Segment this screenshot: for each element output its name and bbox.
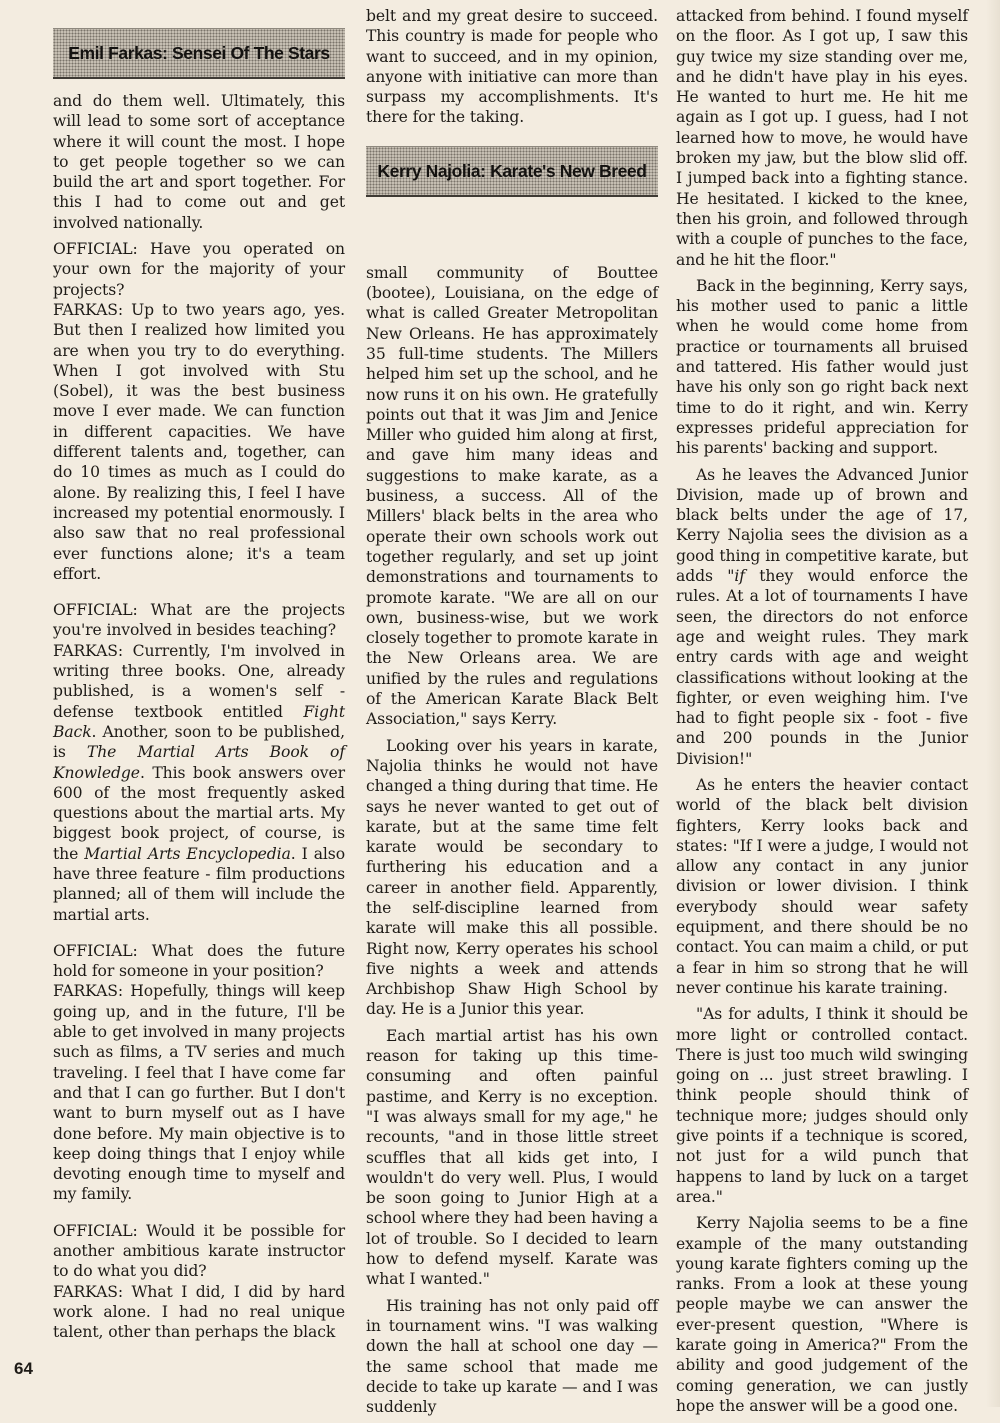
interview-answer: FARKAS: Hopefully, things will keep going up, and in the future, I'll be able to get involved in many projects such as films, a TV series and much traveling. I feel that I have come far and that I can go further. But I don't want to burn myself out as I have done before. My main objective is to keep doing things that I enjoy while devoting enough time to myself and my family. (53, 982, 345, 1204)
paragraph: "As for adults, I think it should be more light or controlled contact. There is just too much wild swinging going on ... just street brawling. I think people should think of technique more; judges should only give points if a technique is scored, not just for a wild punch that happens to land by luck on a target area." (676, 1005, 968, 1206)
najolia-section-title: Kerry Najolia: Karate's New Breed (377, 160, 647, 181)
paragraph: Back in the beginning, Kerry says, his mother used to panic a little when he would come home from practice or tournaments all bruised and tattered. His father would just have his only son go right back next time to do it right, and win. Kerry expresses prideful appreciation for his parents' backing and support. (676, 276, 968, 458)
interview-question: OFFICIAL: Would it be possible for another ambitious karate instructor to do what you did? (53, 1221, 345, 1281)
column-3 (676, 6, 968, 1422)
paragraph: belt and my great desire to succeed. This country is made for people who want to succeed, and in my opinion, anyone with initiative can more than surpass my accomplishments. It's there for the taking. (366, 7, 658, 127)
text-run: FARKAS: Currently, I'm involved in writing three books. One, already published, is a women's self - defense textbook entitled (53, 641, 345, 721)
farkas-section-banner (53, 28, 345, 79)
paragraph: His training has not only paid off in tournament wins. "I was walking down the hall at school one day — the same school that made me decide to take up karate — and I was suddenly (366, 1296, 658, 1417)
farkas-section-title: Emil Farkas: Sensei Of The Stars (68, 42, 330, 63)
paragraph: small community of Bouttee (bootee), Louisiana, on the edge of what is called Greater Metropolitan New Orleans. He has approximately 35 full-time students. The Millers helped him set up the school, and he now runs it on his own. He gratefully points out that it was Jim and Jenice Miller who guided him along at first, and gave him many ideas and suggestions to make karate, as a business, a success. All of the Millers' black belts in the area who operate their own schools work out together regularly, and set up joint demonstrations and tournaments to promote karate. "We are all on our own, business-wise, but we work closely together to promote karate in the New Orleans area. We are unified by the rules and regulations of the American Karate Black Belt Association," says Kerry. (366, 263, 658, 729)
book-title-encyclopedia: Martial Arts Encyclopedia (84, 844, 291, 863)
paragraph: attacked from behind. I found myself on the floor. As I got up, I saw this guy twice my size standing over me, and he didn't have play in his eyes. He wanted to hurt me. He hit me again as I got up. I guess, had I not learned how to move, he would have broken my jaw, but the blow slid off. I jumped back into a fighting stance. He hesitated. I kicked to the knee, then his groin, and followed through with a couple of punches to the face, and he hit the floor." (676, 7, 968, 269)
column-1 (53, 6, 345, 1349)
interview-question: OFFICIAL: Have you operated on your own for the majority of your projects? (53, 240, 345, 299)
text-run: . Another, soon to be published, is (53, 722, 345, 762)
interview-question: OFFICIAL: What are the projects you're involved in besides teaching? (53, 601, 345, 640)
column-2 (366, 6, 658, 1423)
page-edge-shadow (986, 0, 1000, 1407)
najolia-section-banner (366, 146, 658, 197)
interview-answer: FARKAS: What I did, I did by hard work alone. I had no real unique talent, other than perhaps the black (53, 1282, 345, 1342)
page-number: 64 (14, 1359, 33, 1378)
book-title-fight-back: Fight Back (53, 702, 345, 741)
interview-answer (53, 641, 345, 925)
text-run: they would enforce the rules. At a lot of tournaments I have seen, the directors do not enforce age and weight rules. They mark entry cards with age and weight classifications without looking at the fighter, or even weighing him. I've had to fight people six - foot - five and 200 pounds in the Junior Division!" (676, 567, 968, 768)
paragraph: and do them well. Ultimately, this will lead to some sort of acceptance where it will count the most. I hope to get people together so we can build the art and sport together. For this I had to come out and get involved nationally. (53, 92, 345, 232)
paragraph: Kerry Najolia seems to be a fine example of the many outstanding young karate fighters coming up the ranks. From a look at these young people maybe we can answer the ever-present question, "Where is karate going in America?" From the ability and good judgement of the coming generation, we can justly hope the answer will be a good one. (676, 1214, 968, 1415)
text-run: . I also have three feature - film productions planned; all of them will include the martial arts. (53, 844, 345, 924)
text-run: As he leaves the Advanced Junior Division, made up of brown and black belts under the age of 17, Kerry Najolia sees the division as a good thing in competitive karate, but adds (676, 465, 968, 586)
emphasis-if: "if (727, 567, 745, 586)
text-run: . This book answers over 600 of the most frequently asked questions about the martial arts. My biggest book project, of course, is the (53, 763, 345, 863)
paragraph: Looking over his years in karate, Najolia thinks he would not have changed a thing during that time. He says he never wanted to get out of karate, but at the same time felt karate would be secondary to furthering his education and a career in another field. Apparently, the self-discipline learned from karate will make this all possible. Right now, Kerry operates his school five nights a week and attends Archbishop Shaw High School by day. He is a Junior this year. (366, 736, 658, 1019)
paragraph: As he enters the heavier contact world of the black belt division fighters, Kerry looks back and states: "If I were a judge, I would not allow any contact in any junior division or lower division. I think everybody should wear safety equipment, and there should be no contact. You can maim a child, or put a fear in him so strong that he will never continue his karate training. (676, 775, 968, 997)
paragraph: Each martial artist has his own reason for taking up this time-consuming and often painful pastime, and Kerry is no exception. "I was always small for my age," he recounts, "and in those little street scuffles that all kids get into, I wouldn't do very well. Plus, I would be soon going to Junior High at a school where they had been having a lot of trouble. So I decided to learn how to defend myself. Karate was what I wanted." (366, 1026, 658, 1289)
interview-question: OFFICIAL: What does the future hold for someone in your position? (53, 941, 345, 981)
interview-answer: FARKAS: Up to two years ago, yes. But then I realized how limited you are when you try to do everything. When I got involved with Stu (Sobel), it was the best business move I ever made. We can function in different capacities. We have different talents and, together, can do 10 times as much as I could do alone. By realizing this, I feel I have increased my potential enormously. I also saw that no real professional ever functions alone; it's a team effort. (53, 300, 345, 583)
book-title-knowledge: The Martial Arts Book of Knowledge (53, 743, 346, 782)
paragraph (676, 465, 968, 769)
